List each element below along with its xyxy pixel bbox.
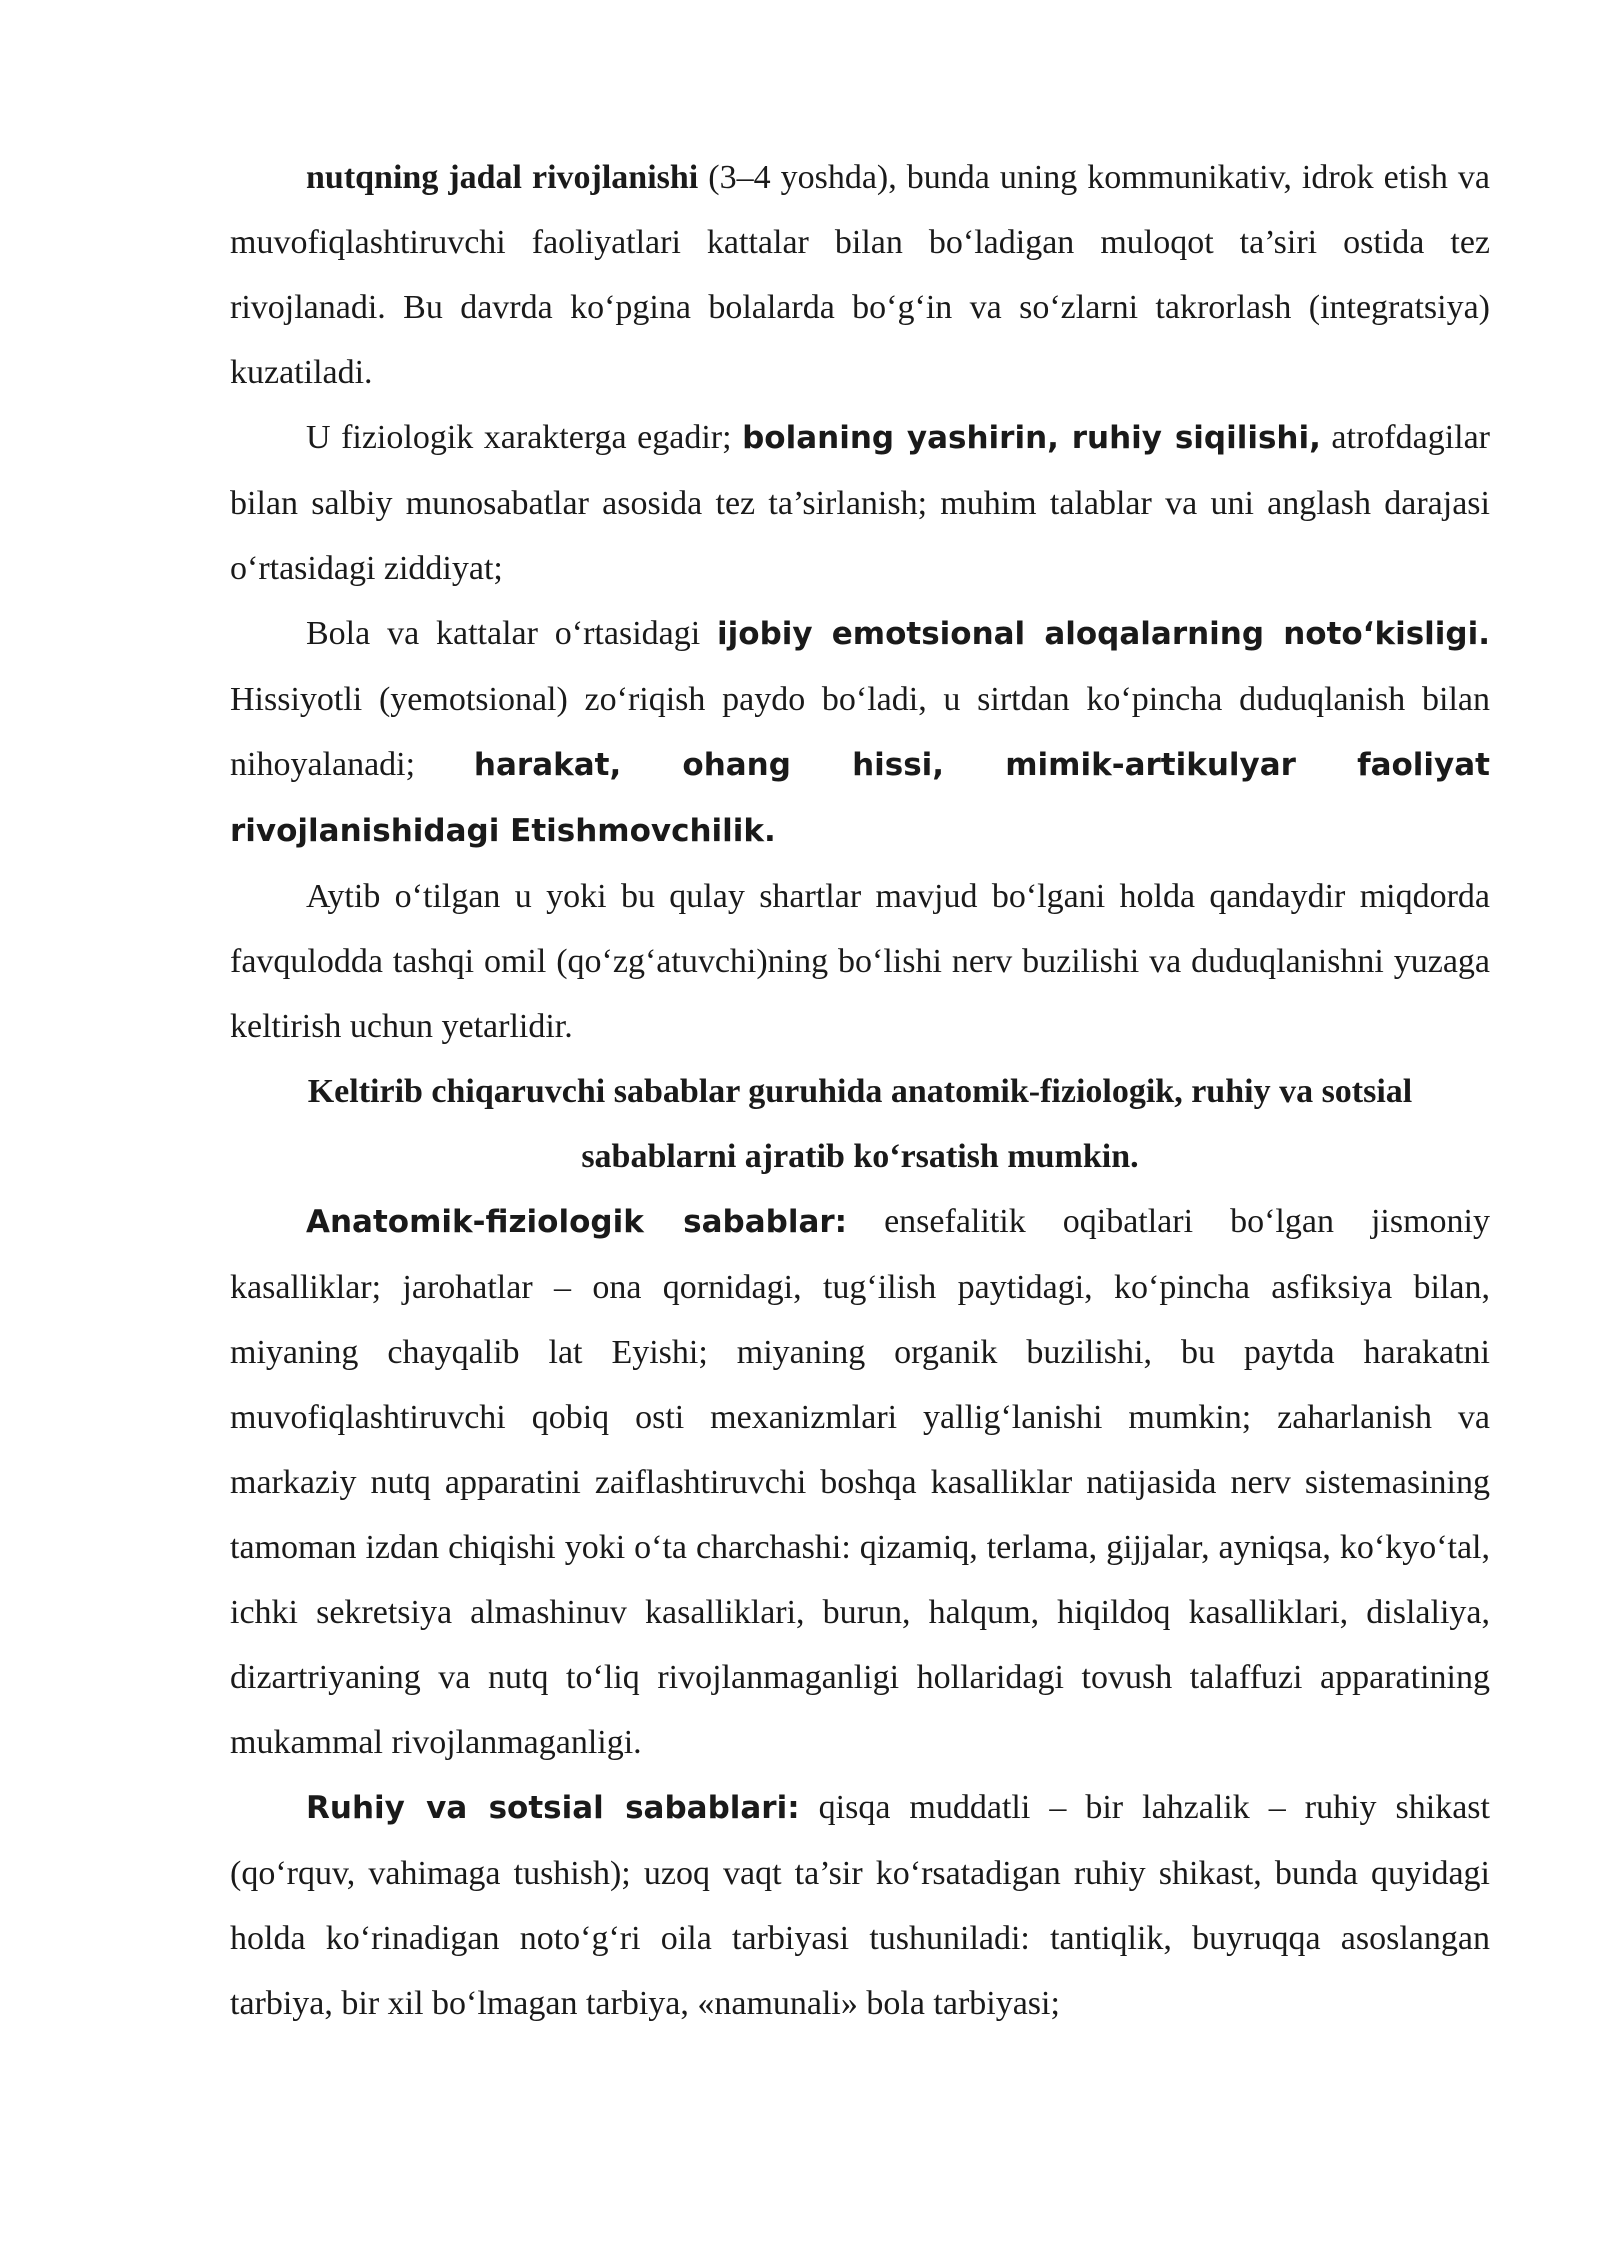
paragraph-text: Hissiyotli (yemotsional) zo‘riqish paydo bo‘ladi, u sirtdan ko‘pincha duduqlanish bilan nihoyalanadi;	[230, 681, 1490, 783]
bold-phrase: nutqning jadal rivojlanishi	[306, 159, 699, 196]
bold-phrase: Anatomik-fiziologik sabablar:	[306, 1204, 848, 1240]
paragraph-text: (3–4 yoshda), bunda uning kommunikativ, idrok etish va muvofiqlashtiruvchi faoliyatlari kattalar bilan bo‘ladigan muloqot ta’siri ostida tez rivojlanadi. Bu davrda ko‘pgina bolalarda bo‘g‘in va so‘zlarni takrorlash (integratsiya) kuzatiladi.	[230, 159, 1490, 391]
paragraph-psychological-causes	[230, 1775, 1490, 2036]
bold-phrase: bolaning yashirin, ruhiy siqilishi,	[742, 420, 1321, 456]
paragraph-text: atrofdagilar bilan salbiy munosabatlar asosida tez ta’sirlanish; muhim talablar va uni anglash darajasi o‘rtasidagi ziddiyat;	[230, 419, 1491, 587]
paragraph-anatomical-causes	[230, 1189, 1490, 1775]
paragraph-text: U fiziologik xarakterga egadir;	[306, 419, 743, 456]
paragraph-text: qisqa muddatli – bir lahzalik – ruhiy shikast (qo‘rquv, vahimaga tushish); uzoq vaqt ta’sir ko‘rsatadigan ruhiy shikast, bunda quyidagi holda ko‘rinadigan noto‘g‘ri oila tarbiyasi tushuniladi: tantiqlik, buyruqqa asoslangan tarbiya, bir xil bo‘lmagan tarbiya, «namunali» bola tarbiyasi;	[230, 1789, 1490, 2022]
paragraph-physiological	[230, 405, 1490, 601]
paragraph-speech-development	[230, 145, 1490, 405]
bold-phrase: harakat, ohang hissi, mimik-artikulyar faoliyat rivojlanishidagi Etishmovchilik.	[230, 747, 1490, 849]
paragraph-text: Aytib o‘tilgan u yoki bu qulay shartlar mavjud bo‘lgani holda qandaydir miqdorda favqulodda tashqi omil (qo‘zg‘atuvchi)ning bo‘lishi nerv buzilishi va duduqlanishni yuzaga keltirish uchun yetarlidir.	[230, 878, 1490, 1045]
heading-line-1: Keltirib chiqaruvchi sabablar guruhida anatomik-fiziologik, ruhiy va sotsial	[307, 1073, 1413, 1110]
bold-phrase: ijobiy emotsional aloqalarning noto‘kisligi.	[717, 616, 1490, 652]
paragraph-text: ensefalitik oqibatlari bo‘lgan jismoniy kasalliklar; jarohatlar – ona qornidagi, tug‘ilish paytidagi, ko‘pincha asfiksiya bilan, miyaning chayqalib lat Eyishi; miyaning organik buzilishi, bu paytda harakatni muvofiqlashtiruvchi qobiq osti mexanizmlari yallig‘lanishi mumkin; zaharlanish va markaziy nutq apparatini zaiflashtiruvchi boshqa kasalliklar natijasida nerv sistemasining tamoman izdan chiqishi yoki o‘ta charchashi: qizamiq, terlama, gijjalar, ayniqsa, ko‘kyo‘tal, ichki sekretsiya almashinuv kasalliklari, burun, halqum, hiqildoq kasalliklari, dislaliya, dizartriyaning va nutq to‘liq rivojlanmaganligi hollaridagi tovush talaffuzi apparatining mukammal rivojlanmaganligi.	[230, 1203, 1490, 1761]
paragraph-external-factor	[230, 864, 1490, 1059]
heading-line-2: sabablarni ajratib ko‘rsatish mumkin.	[581, 1138, 1139, 1175]
bold-phrase: Ruhiy va sotsial sabablari:	[306, 1790, 800, 1826]
paragraph-emotional-contacts	[230, 601, 1490, 864]
paragraph-text: Bola va kattalar o‘rtasidagi	[306, 615, 718, 652]
section-heading	[230, 1059, 1490, 1189]
document-page	[230, 145, 1490, 2036]
